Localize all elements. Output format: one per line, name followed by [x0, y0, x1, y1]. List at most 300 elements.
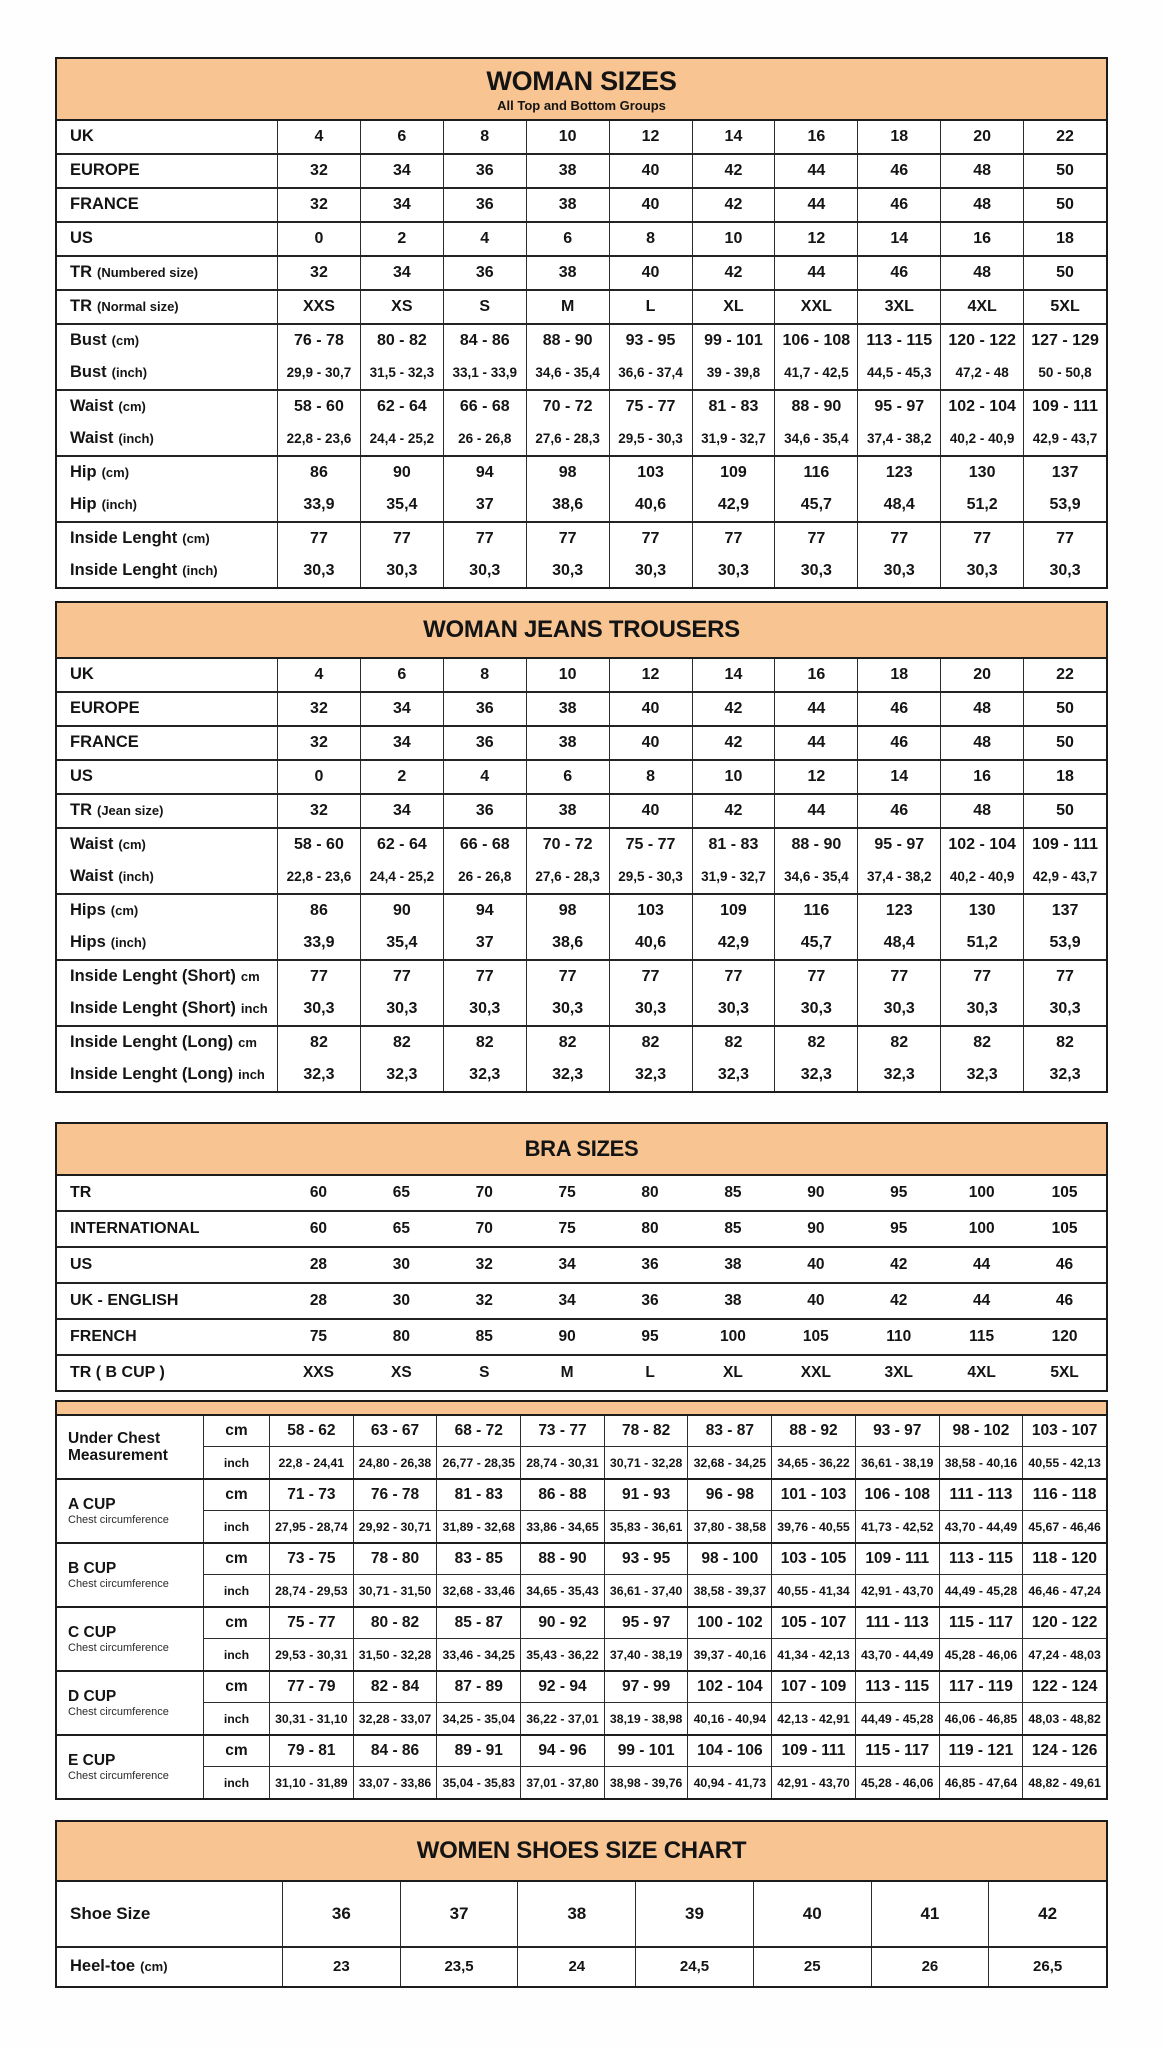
size-cell: 40,6	[609, 489, 692, 521]
table-row	[57, 761, 1106, 793]
size-cell: 100 - 102	[687, 1608, 771, 1639]
women-shoes-header	[57, 1822, 1106, 1882]
cup-row-label	[57, 1480, 203, 1542]
size-cell: 77	[774, 523, 857, 555]
woman-jeans-header	[57, 603, 1106, 659]
size-cell: 70	[475, 1219, 493, 1237]
table-row	[57, 1210, 1106, 1246]
row-label	[57, 1948, 282, 1986]
size-cell: 8	[443, 121, 526, 153]
size-cell: XXS	[302, 1363, 334, 1381]
size-cell: 29,53 - 30,31	[269, 1639, 353, 1670]
size-cell: 44,5 - 45,3	[857, 357, 940, 389]
size-cell: 34,6 - 35,4	[526, 357, 609, 389]
size-cell: 24,4 - 25,2	[360, 423, 443, 455]
size-cell: 113 - 115	[857, 325, 940, 357]
unit-cell: cm	[203, 1736, 269, 1767]
size-cell: 46	[1055, 1255, 1074, 1273]
size-cell: 77	[940, 523, 1023, 555]
size-cell: 88 - 90	[520, 1544, 604, 1575]
size-cell: 27,6 - 28,3	[526, 423, 609, 455]
size-cell: 47,2 - 48	[940, 357, 1023, 389]
row-label-small-text: inch	[238, 1067, 265, 1083]
woman-jeans-body	[57, 659, 1106, 1091]
size-cell: 38,6	[526, 927, 609, 959]
size-cell: 18	[857, 121, 940, 153]
size-cell: 34	[360, 257, 443, 289]
size-cell: 76 - 78	[277, 325, 360, 357]
size-cell: 100	[968, 1219, 995, 1237]
size-cell: 40	[609, 693, 692, 725]
size-cell: 77	[940, 961, 1023, 993]
size-cell: 92 - 94	[520, 1672, 604, 1703]
size-cell: 48	[940, 693, 1023, 725]
size-cell: 32,3	[277, 1059, 360, 1091]
size-cell: XS	[360, 291, 443, 323]
size-cell: 109 - 111	[1023, 829, 1106, 861]
table-row	[57, 693, 1106, 725]
size-cell: 46	[857, 257, 940, 289]
size-cell: 119 - 121	[939, 1736, 1023, 1767]
size-cell: 36,61 - 37,40	[604, 1575, 688, 1606]
size-cell: 38	[526, 257, 609, 289]
size-cell: 38	[526, 189, 609, 221]
size-cell: 12	[609, 659, 692, 691]
cup-label-subtext: Chest circumference	[68, 1770, 169, 1783]
size-cell: 39,76 - 40,55	[771, 1511, 855, 1542]
size-cell: XS	[391, 1363, 412, 1381]
size-cell: 73 - 75	[269, 1544, 353, 1575]
size-cell: 81 - 83	[436, 1480, 520, 1511]
size-cell: 24,4 - 25,2	[360, 861, 443, 893]
size-cell: 42	[988, 1882, 1106, 1946]
size-cell: 44,49 - 45,28	[939, 1575, 1023, 1606]
size-cell: 38,58 - 40,16	[939, 1447, 1023, 1478]
size-cell: 95	[890, 1183, 908, 1201]
size-cell: 75	[309, 1327, 328, 1345]
table-row	[57, 1246, 1106, 1282]
size-cell: 30,3	[277, 993, 360, 1025]
row-label-text: FRANCE	[70, 733, 139, 752]
size-cell: 75	[558, 1183, 576, 1201]
row-label-small-text: (cm)	[118, 837, 146, 853]
size-cell: 34	[558, 1291, 576, 1309]
table-row	[57, 291, 1106, 323]
size-cell: 75 - 77	[609, 829, 692, 861]
size-cell: 33,9	[277, 927, 360, 959]
size-cell: 18	[857, 659, 940, 691]
size-cell: 38	[526, 795, 609, 827]
table-row	[57, 993, 1106, 1025]
row-label-text: TR	[70, 297, 92, 316]
size-cell: 31,89 - 32,68	[436, 1511, 520, 1542]
size-cell: 0	[277, 761, 360, 793]
cup-label-subtext: Chest circumference	[68, 1642, 169, 1655]
size-cell: 77	[692, 523, 775, 555]
table-row	[57, 829, 1106, 861]
table-row	[57, 1282, 1106, 1318]
size-cell: 99 - 101	[604, 1736, 688, 1767]
size-cell: 60	[309, 1183, 328, 1201]
cup-row-group	[57, 1606, 1106, 1670]
size-cell: 42,9	[692, 489, 775, 521]
size-cell: 8	[609, 761, 692, 793]
size-cell: 42	[692, 795, 775, 827]
row-group	[57, 153, 1106, 187]
size-cell: 58 - 60	[277, 829, 360, 861]
size-cell: 38,98 - 39,76	[604, 1767, 688, 1798]
size-cell: 32,28 - 33,07	[353, 1703, 437, 1734]
size-cell: 65	[392, 1219, 410, 1237]
size-cell: 22,8 - 23,6	[277, 861, 360, 893]
size-cell: 77	[360, 961, 443, 993]
size-cell: 16	[774, 659, 857, 691]
size-cell: 51,2	[940, 927, 1023, 959]
size-cell: 77 - 79	[269, 1672, 353, 1703]
table-row	[57, 1176, 1106, 1210]
size-cell: 77	[1023, 523, 1106, 555]
size-cell: 50	[1023, 257, 1106, 289]
size-cell: 36	[443, 155, 526, 187]
size-cell: 44	[774, 795, 857, 827]
size-cell: 84 - 86	[443, 325, 526, 357]
row-label-small-text: (inch)	[111, 365, 148, 381]
size-cell: 82	[609, 1027, 692, 1059]
size-cell: 36	[282, 1882, 400, 1946]
size-cell: 22,8 - 24,41	[269, 1447, 353, 1478]
size-cell: 117 - 119	[939, 1672, 1023, 1703]
size-cell: 32	[277, 693, 360, 725]
row-label	[57, 189, 277, 221]
row-label-text: UK	[70, 665, 94, 684]
size-cell: 29,5 - 30,3	[609, 423, 692, 455]
size-cell: 99 - 101	[692, 325, 775, 357]
size-cell: 4	[277, 659, 360, 691]
size-cell: 28,74 - 30,31	[520, 1447, 604, 1478]
size-cell: XXS	[277, 291, 360, 323]
size-cell: 77	[526, 523, 609, 555]
row-label	[57, 993, 277, 1025]
row-label	[57, 727, 277, 759]
size-cell: 6	[526, 223, 609, 255]
size-cell: 98	[526, 457, 609, 489]
size-cell: 32,3	[692, 1059, 775, 1091]
size-cell: 8	[609, 223, 692, 255]
row-group	[57, 221, 1106, 255]
size-cell: 82	[857, 1027, 940, 1059]
size-cell: 88 - 90	[774, 391, 857, 423]
size-cell: 34	[360, 727, 443, 759]
size-cell: 47,24 - 48,03	[1022, 1639, 1106, 1670]
size-cell: 88 - 90	[526, 325, 609, 357]
size-cell: 90	[807, 1183, 825, 1201]
size-cell: 42	[890, 1255, 908, 1273]
size-cell: 95 - 97	[604, 1608, 688, 1639]
size-cell: 34	[360, 155, 443, 187]
size-cell: 50	[1023, 189, 1106, 221]
size-cell: L	[645, 1363, 655, 1381]
cup-row-label	[57, 1544, 203, 1606]
size-cell: 77	[360, 523, 443, 555]
row-group	[57, 187, 1106, 221]
size-cell: 30,3	[774, 555, 857, 587]
size-cell: 44	[973, 1291, 991, 1309]
size-cell: 33,46 - 34,25	[436, 1639, 520, 1670]
size-cell: 45,7	[774, 927, 857, 959]
size-cell: 16	[940, 223, 1023, 255]
size-cell: 53,9	[1023, 489, 1106, 521]
row-label-text: US	[70, 1255, 93, 1273]
size-cell: 32,68 - 34,25	[687, 1447, 771, 1478]
size-cell: 41,7 - 42,5	[774, 357, 857, 389]
size-cell: 22,8 - 23,6	[277, 423, 360, 455]
size-cell: 36	[443, 795, 526, 827]
row-label-text: EUROPE	[70, 161, 140, 180]
unit-cell: cm	[203, 1672, 269, 1703]
row-label-text: UK	[70, 127, 94, 146]
cup-row-group	[57, 1478, 1106, 1542]
size-cell: 32,3	[526, 1059, 609, 1091]
size-cell: 98 - 102	[939, 1416, 1023, 1447]
size-cell: 31,9 - 32,7	[692, 861, 775, 893]
size-cell: 23	[282, 1948, 400, 1986]
size-cell: 42	[692, 155, 775, 187]
size-cell: 40,55 - 41,34	[771, 1575, 855, 1606]
size-cell: 80 - 82	[360, 325, 443, 357]
size-cell: 30,3	[1023, 555, 1106, 587]
table-row	[57, 391, 1106, 423]
size-cell: 26	[871, 1948, 989, 1986]
size-cell: 36	[443, 257, 526, 289]
size-cell: 82	[277, 1027, 360, 1059]
size-cell: 109	[692, 895, 775, 927]
size-cell: 77	[526, 961, 609, 993]
row-label-small-text: (inch)	[182, 563, 218, 579]
size-cell: 38	[724, 1255, 742, 1273]
size-cell: 34	[360, 189, 443, 221]
row-label	[57, 555, 277, 587]
size-cell: 123	[857, 457, 940, 489]
size-cell: 30,71 - 32,28	[604, 1447, 688, 1478]
size-cell: 40,55 - 42,13	[1022, 1447, 1106, 1478]
cup-measurement-table	[55, 1400, 1108, 1800]
row-group	[57, 959, 1106, 1025]
cup-row-label	[57, 1736, 203, 1798]
size-cell: 123	[857, 895, 940, 927]
row-group	[57, 121, 1106, 153]
size-cell: 12	[774, 223, 857, 255]
bra-sizes-title: BRA SIZES	[524, 1136, 639, 1161]
size-cell: 40	[807, 1291, 825, 1309]
size-cell: 50	[1023, 693, 1106, 725]
size-cell: 94	[443, 895, 526, 927]
row-label	[57, 489, 277, 521]
cup-label-text: E CUP	[68, 1751, 116, 1769]
size-cell: 46	[1055, 1291, 1074, 1309]
size-cell: 48,03 - 48,82	[1022, 1703, 1106, 1734]
size-cell: 111 - 113	[939, 1480, 1023, 1511]
women-shoes-title: WOMEN SHOES SIZE CHART	[416, 1837, 747, 1864]
row-label	[57, 659, 277, 691]
row-label-text: Hip	[70, 463, 97, 482]
size-cell: 77	[857, 961, 940, 993]
size-cell: 93 - 95	[604, 1544, 688, 1575]
cup-measurement-body	[57, 1416, 1106, 1798]
cup-row-group	[57, 1670, 1106, 1734]
size-cell: 62 - 64	[360, 391, 443, 423]
size-cell: 75 - 77	[609, 391, 692, 423]
row-label-text: Hip	[70, 495, 97, 514]
cup-row-label	[57, 1416, 203, 1478]
size-cell: 40,2 - 40,9	[940, 423, 1023, 455]
row-label	[57, 1176, 277, 1210]
row-label	[57, 829, 277, 861]
size-cell: 32	[277, 795, 360, 827]
size-cell: 82	[1023, 1027, 1106, 1059]
size-cell: 23,5	[400, 1948, 518, 1986]
size-cell: 32,3	[443, 1059, 526, 1091]
women-shoes-table	[55, 1820, 1108, 1988]
bra-sizes-header	[57, 1124, 1106, 1176]
size-cell: 82	[443, 1027, 526, 1059]
row-label	[57, 693, 277, 725]
size-cell: 137	[1023, 457, 1106, 489]
table-row	[57, 1882, 1106, 1946]
cup-label-text: B CUP	[68, 1559, 117, 1577]
size-cell: 94	[443, 457, 526, 489]
size-cell: 124 - 126	[1022, 1736, 1106, 1767]
size-cell: 36	[641, 1255, 659, 1273]
size-cell: 14	[692, 659, 775, 691]
size-cell: 42	[692, 727, 775, 759]
size-cell: 32,3	[360, 1059, 443, 1091]
table-row	[57, 861, 1106, 893]
woman-sizes-title: WOMAN SIZES	[486, 65, 677, 96]
size-cell: 45,28 - 46,06	[939, 1639, 1023, 1670]
row-label	[57, 457, 277, 489]
size-cell: 71 - 73	[269, 1480, 353, 1511]
size-cell: 45,67 - 46,46	[1022, 1511, 1106, 1542]
size-cell: 100	[968, 1183, 995, 1201]
size-cell: XXL	[800, 1363, 831, 1381]
size-cell: 104 - 106	[687, 1736, 771, 1767]
size-cell: 32,3	[940, 1059, 1023, 1091]
row-label	[57, 223, 277, 255]
size-cell: 102 - 104	[940, 829, 1023, 861]
size-cell: 105 - 107	[771, 1608, 855, 1639]
size-cell: 40	[609, 795, 692, 827]
row-label	[57, 795, 277, 827]
row-label-text: US	[70, 767, 93, 786]
row-label	[57, 1320, 277, 1354]
table-row	[57, 961, 1106, 993]
size-cell: 109	[692, 457, 775, 489]
size-cell: 30,3	[360, 555, 443, 587]
row-label-text: TR	[70, 263, 92, 282]
size-cell: 95	[890, 1219, 908, 1237]
size-cell: 80	[392, 1327, 410, 1345]
size-cell: 12	[609, 121, 692, 153]
size-cell: 40	[807, 1255, 825, 1273]
size-cell: 90 - 92	[520, 1608, 604, 1639]
size-cell: 31,10 - 31,89	[269, 1767, 353, 1798]
unit-cell: inch	[203, 1639, 269, 1670]
size-cell: 32	[475, 1255, 493, 1273]
row-label	[57, 391, 277, 423]
size-cell: 30,3	[940, 993, 1023, 1025]
table-row	[57, 895, 1106, 927]
size-cell: 24,5	[635, 1948, 753, 1986]
size-cell: 58 - 62	[269, 1416, 353, 1447]
size-cell: 38	[517, 1882, 635, 1946]
row-label-text: Hips	[70, 901, 106, 920]
row-label-text: EUROPE	[70, 699, 140, 718]
row-label	[57, 1882, 282, 1946]
size-cell: 96 - 98	[687, 1480, 771, 1511]
size-cell: 10	[526, 659, 609, 691]
unit-cell: cm	[203, 1416, 269, 1447]
size-cell: 66 - 68	[443, 829, 526, 861]
size-cell: 30,3	[1023, 993, 1106, 1025]
size-cell: 41,34 - 42,13	[771, 1639, 855, 1670]
unit-cell: cm	[203, 1480, 269, 1511]
size-cell: 36	[443, 727, 526, 759]
table-row	[57, 357, 1106, 389]
size-cell: 32	[475, 1291, 493, 1309]
size-cell: 30,3	[609, 993, 692, 1025]
size-cell: 36	[641, 1291, 659, 1309]
row-label-text: Bust	[70, 331, 107, 350]
size-cell: 32,3	[774, 1059, 857, 1091]
size-cell: 44	[774, 257, 857, 289]
size-cell: 30,3	[277, 555, 360, 587]
size-cell: 35,04 - 35,83	[436, 1767, 520, 1798]
size-cell: 98 - 100	[687, 1544, 771, 1575]
size-cell: 86	[277, 457, 360, 489]
table-row	[57, 1946, 1106, 1986]
cup-label-subtext: Chest circumference	[68, 1578, 169, 1591]
size-cell: 39 - 39,8	[692, 357, 775, 389]
size-cell: 48	[940, 727, 1023, 759]
size-cell: 115 - 117	[939, 1608, 1023, 1639]
size-cell: 109 - 111	[855, 1544, 939, 1575]
size-cell: 90	[807, 1219, 825, 1237]
size-cell: 6	[526, 761, 609, 793]
size-cell: 3XL	[884, 1363, 913, 1381]
row-label-small-text: (cm)	[110, 903, 139, 919]
size-cell: 42,9 - 43,7	[1023, 861, 1106, 893]
size-cell: 84 - 86	[353, 1736, 437, 1767]
size-cell: 31,5 - 32,3	[360, 357, 443, 389]
size-cell: 48	[940, 155, 1023, 187]
size-cell: 103 - 105	[771, 1544, 855, 1575]
size-cell: 51,2	[940, 489, 1023, 521]
table-row	[57, 1318, 1106, 1354]
size-cell: 122 - 124	[1022, 1672, 1106, 1703]
table-row	[57, 1059, 1106, 1091]
size-cell: 26,5	[988, 1948, 1106, 1986]
row-label-small-text: (cm)	[140, 1959, 168, 1975]
woman-sizes-header	[57, 59, 1106, 121]
row-label-text: Waist	[70, 835, 114, 854]
size-cell: 10	[692, 223, 775, 255]
table-row	[57, 795, 1106, 827]
size-cell: 8	[443, 659, 526, 691]
size-cell: 3XL	[857, 291, 940, 323]
size-cell: 77	[692, 961, 775, 993]
row-label-text: FRANCE	[70, 195, 139, 214]
size-cell: 91 - 93	[604, 1480, 688, 1511]
